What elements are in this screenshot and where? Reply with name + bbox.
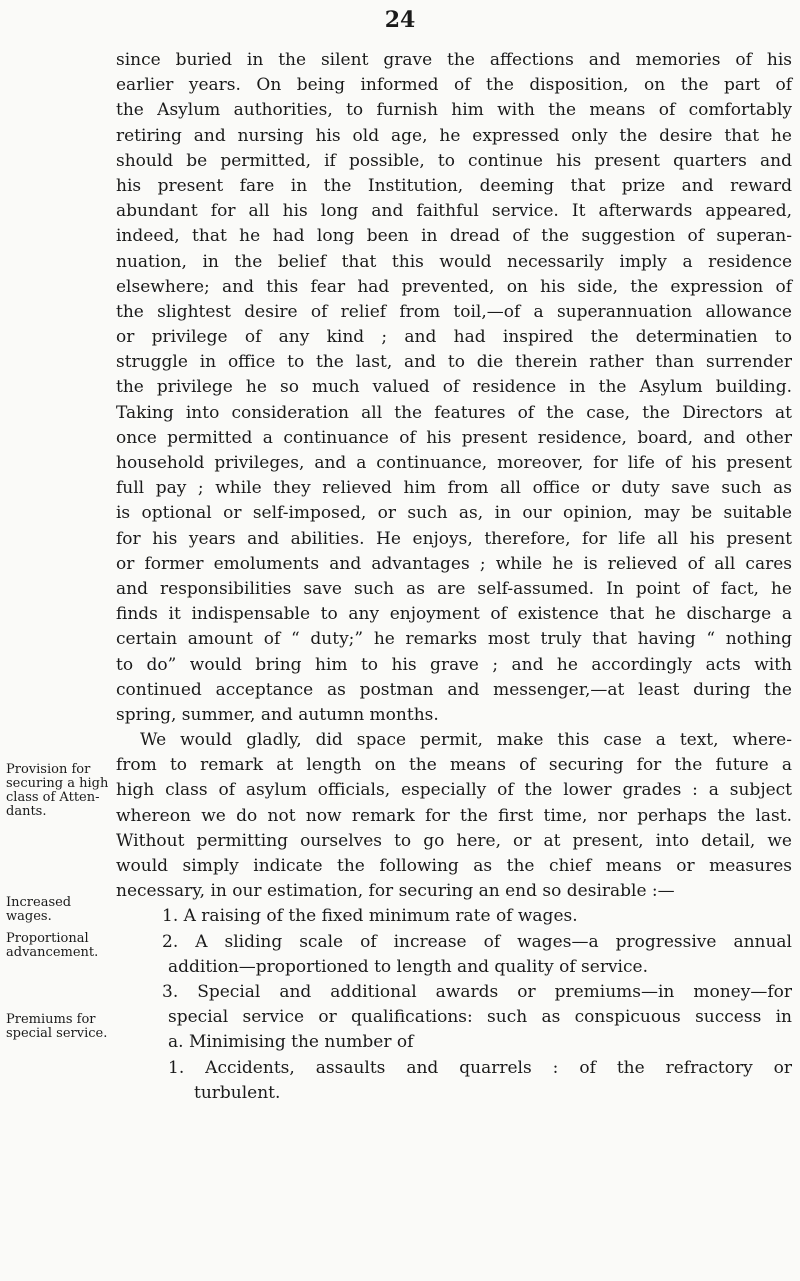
text-line: the slightest desire of relief from toil,—of a superannuation allowance: [116, 301, 792, 322]
text-line: and responsibilities save such as are self-assumed. In point of fact, he: [116, 578, 792, 599]
text-line: is optional or self-imposed, or such as, in our opinion, may be suitable: [116, 503, 792, 524]
text-line: retiring and nursing his old age, he expressed only the desire that he: [116, 125, 792, 146]
text-line: full pay ; while they relieved him from all office or duty save such as: [116, 478, 792, 499]
text-line: or former emoluments and advantages ; while he is relieved of all cares: [116, 553, 792, 574]
side-note-premiums: Premiums for special service.: [6, 1012, 108, 1041]
text-line: household privileges, and a continuance, moreover, for life of his present: [116, 453, 792, 473]
text-line: from to remark at length on the means of securing for the future a: [116, 755, 792, 776]
text-line: elsewhere; and this fear had prevented, on his side, the expression of: [116, 276, 792, 297]
text-line: abundant for all his long and faithful service. It afterwards appeared,: [116, 201, 792, 222]
page-number: 24: [384, 7, 416, 33]
text-line: Taking into consideration all the features of the case, the Directors at: [116, 402, 792, 423]
text-line: finds it indispensable to any enjoyment of existence that he discharge a: [116, 604, 792, 625]
text-line: high class of asylum officials, especially of the lower grades : a subject: [116, 780, 792, 801]
body-text: [116, 48, 792, 1106]
text-line: since buried in the silent grave the affections and memories of his: [116, 50, 792, 70]
list-item: 1. A raising of the fixed minimum rate of wages.: [162, 906, 578, 927]
text-line: or privilege of any kind ; and had inspired the determinatien to: [116, 327, 792, 348]
text-line: certain amount of “ duty;” he remarks most truly that having “ nothing: [116, 629, 792, 650]
text-line: struggle in office to the last, and to die therein rather than surrender: [116, 352, 792, 373]
text-line: the Asylum authorities, to furnish him with the means of comfortably: [116, 100, 792, 121]
text-line: whereon we do not now remark for the first time, nor perhaps the last.: [116, 805, 792, 826]
text-line: for his years and abilities. He enjoys, therefore, for life all his present: [116, 528, 792, 549]
text-line: indeed, that he had long been in dread of the suggestion of superan-: [116, 226, 792, 247]
text-line: once permitted a continuance of his present residence, board, and other: [116, 427, 792, 448]
text-line: should be permitted, if possible, to continue his present quarters and: [116, 150, 792, 171]
text-line: earlier years. On being informed of the disposition, on the part of: [116, 75, 792, 96]
list-item: a. Minimising the number of: [168, 1032, 414, 1053]
text-line: spring, summer, and autumn months.: [116, 704, 439, 725]
text-line: We would gladly, did space permit, make this case a text, where-: [140, 730, 792, 751]
side-note-advancement: Proportional advancement.: [6, 931, 99, 960]
text-line: nuation, in the belief that this would necessarily imply a residence: [116, 251, 792, 272]
list-item: 3. Special and additional awards or premiums—in money—for: [162, 981, 792, 1002]
list-item: special service or qualifications: such as conspicuous success in: [168, 1007, 792, 1028]
text-line: his present fare in the Institution, deeming that prize and reward: [116, 175, 792, 196]
list-item: 1. Accidents, assaults and quarrels : of the refractory or: [168, 1057, 792, 1078]
text-line: necessary, in our estimation, for securing an end so desirable :—: [116, 881, 675, 902]
list-item: turbulent.: [194, 1082, 281, 1103]
text-line: Without permitting ourselves to go here, or at present, into detail, we: [116, 830, 792, 851]
side-note-wages: Increased wages.: [6, 895, 72, 924]
side-note-provision: Provision for securing a high class of Atten-dants.: [6, 762, 109, 819]
list-item: addition—proportioned to length and quality of service.: [168, 956, 648, 977]
text-line: continued acceptance as postman and messenger,—at least during the: [116, 679, 792, 700]
text-line: the privilege he so much valued of residence in the Asylum building.: [116, 377, 792, 398]
text-line: would simply indicate the following as the chief means or measures: [116, 856, 792, 876]
text-line: to do” would bring him to his grave ; and he accordingly acts with: [116, 654, 792, 675]
list-item: 2. A sliding scale of increase of wages—a progressive annual: [162, 931, 792, 952]
